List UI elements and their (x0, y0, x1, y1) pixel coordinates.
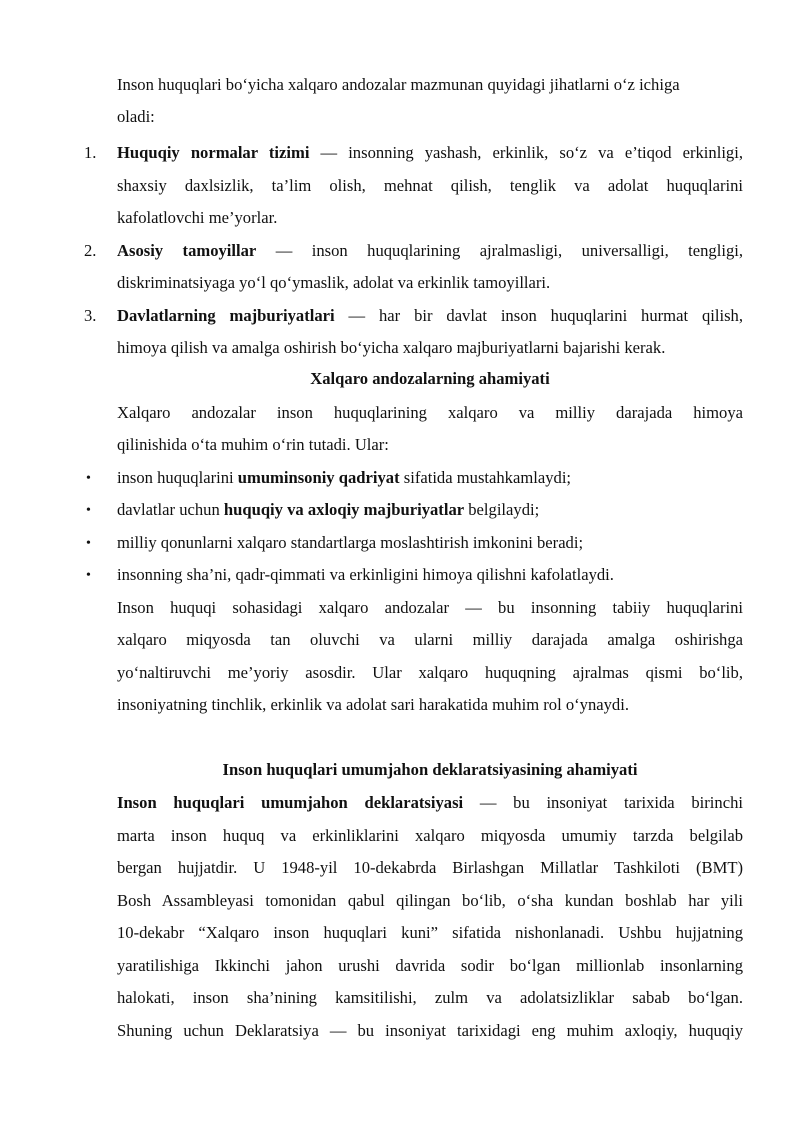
bullet-text: davlatlar uchun (117, 500, 224, 519)
bullet-marker: • (86, 536, 91, 551)
section2-para1-line-3: bergan hujjatdir. U 1948-yil 10-dekabrda Birlashgan Millatlar Tashkiloti (BMT) (117, 858, 743, 877)
bullet-item-3 (117, 533, 743, 553)
bullet-text: sifatida mustahkamlaydi; (399, 468, 572, 487)
section2-para1-line-6: yaratilishiga Ikkinchi jahon urushi davrida sodir bo‘lgan millionlab insonlarning (117, 956, 743, 975)
list-number: 1. (84, 143, 97, 162)
list-item-1-text: — insonning yashash, erkinlik, so‘z va e’tiqod erkinligi, (309, 143, 743, 162)
bullet-marker: • (86, 471, 91, 486)
section1-para2-line-2: xalqaro miqyosda tan oluvchi va ularni milliy darajada amalga oshirishga (117, 630, 743, 649)
section1-para1-line-2: qilinishida o‘ta muhim o‘rin tutadi. Ular: (117, 435, 389, 454)
section2-para1-line-4: Bosh Assambleyasi tomonidan qabul qilingan bo‘lib, o‘sha kundan boshlab har yili (117, 891, 743, 910)
section2-para1-line-5: 10-dekabr “Xalqaro inson huquqlari kuni” sifatida nishonlanadi. Ushbu hujjatning (117, 923, 743, 942)
list-item-2-line-2: diskriminatsiyaga yo‘l qo‘ymaslik, adolat va erkinlik tamoyillari. (117, 273, 551, 292)
section-heading: Inson huquqlari umumjahon deklaratsiyasining ahamiyati (222, 760, 638, 779)
list-item-1-term: Huquqiy normalar tizimi (117, 143, 310, 162)
list-item-1-line-3: kafolatlovchi me’yorlar. (117, 208, 278, 227)
list-item-1-line-2: shaxsiy daxlsizlik, ta’lim olish, mehnat qilish, tenglik va adolat huquqlarini (117, 176, 743, 195)
intro-line-2: oladi: (117, 107, 155, 126)
section1-para1-line-1: Xalqaro andozalar inson huquqlarining xalqaro va milliy darajada himoya (117, 403, 743, 422)
section2-para1-line-2: marta inson huquq va erkinliklarini xalqaro miqyosda umumiy tarzda belgilab (117, 826, 743, 845)
section1-para2-line-4: insoniyatning tinchlik, erkinlik va adolat sari harakatida muhim rol o‘ynaydi. (117, 695, 629, 714)
section2-text: — bu insoniyat tarixida birinchi (463, 793, 743, 812)
bullet-text: milliy qonunlarni xalqaro standartlarga moslashtirish imkonini beradi; (117, 533, 584, 552)
intro-line-1: Inson huquqlari bo‘yicha xalqaro andozalar mazmunan quyidagi jihatlarni o‘z ichiga (117, 75, 680, 94)
bullet-bold-text: umuminsoniy qadriyat (237, 468, 400, 487)
declaration-title: Inson huquqlari umumjahon deklaratsiyasi (117, 793, 464, 812)
section1-para2-line-3: yo‘naltiruvchi me’yoriy asosdir. Ular xalqaro huquqning ajralmas qismi bo‘lib, (117, 663, 743, 682)
section1-para2-line-1: Inson huquqi sohasidagi xalqaro andozalar — bu insonning tabiiy huquqlarini (117, 598, 743, 617)
list-item-3-term: Davlatlarning majburiyatlari (117, 306, 335, 325)
bullet-item-1 (117, 468, 743, 488)
bullet-marker: • (86, 568, 91, 583)
list-item-2-text: — inson huquqlarining ajralmasligi, universalligi, tengligi, (256, 241, 743, 260)
section2-para1-line-1 (117, 793, 743, 813)
list-item-2-line-1 (117, 241, 743, 261)
bullet-text: insonning sha’ni, qadr-qimmati va erkinligini himoya qilishni kafolatlaydi. (117, 565, 614, 584)
bullet-marker: • (86, 503, 91, 518)
bullet-bold-text: huquqiy va axloqiy majburiyatlar (223, 500, 465, 519)
section2-para1-line-8: Shuning uchun Deklaratsiya — bu insoniyat tarixidagi eng muhim axloqiy, huquqiy (117, 1021, 743, 1040)
bullet-item-2 (117, 500, 743, 520)
bullet-item-4 (117, 565, 743, 585)
bullet-text: inson huquqlarini (117, 468, 238, 487)
list-item-3-line-1 (117, 306, 743, 326)
list-item-2-term: Asosiy tamoyillar (117, 241, 257, 260)
list-item-1-line-1 (117, 143, 743, 163)
list-number: 2. (84, 241, 97, 260)
section2-para1-line-7: halokati, inson sha’nining kamsitilishi, zulm va adolatsizliklar sabab bo‘lgan. (117, 988, 743, 1007)
list-number: 3. (84, 306, 97, 325)
section-heading: Xalqaro andozalarning ahamiyati (310, 369, 550, 388)
bullet-text: belgilaydi; (464, 500, 540, 519)
list-item-3-line-2: himoya qilish va amalga oshirish bo‘yicha xalqaro majburiyatlarni bajarishi kerak. (117, 338, 666, 357)
list-item-3-text: — har bir davlat inson huquqlarini hurmat qilish, (334, 306, 743, 325)
